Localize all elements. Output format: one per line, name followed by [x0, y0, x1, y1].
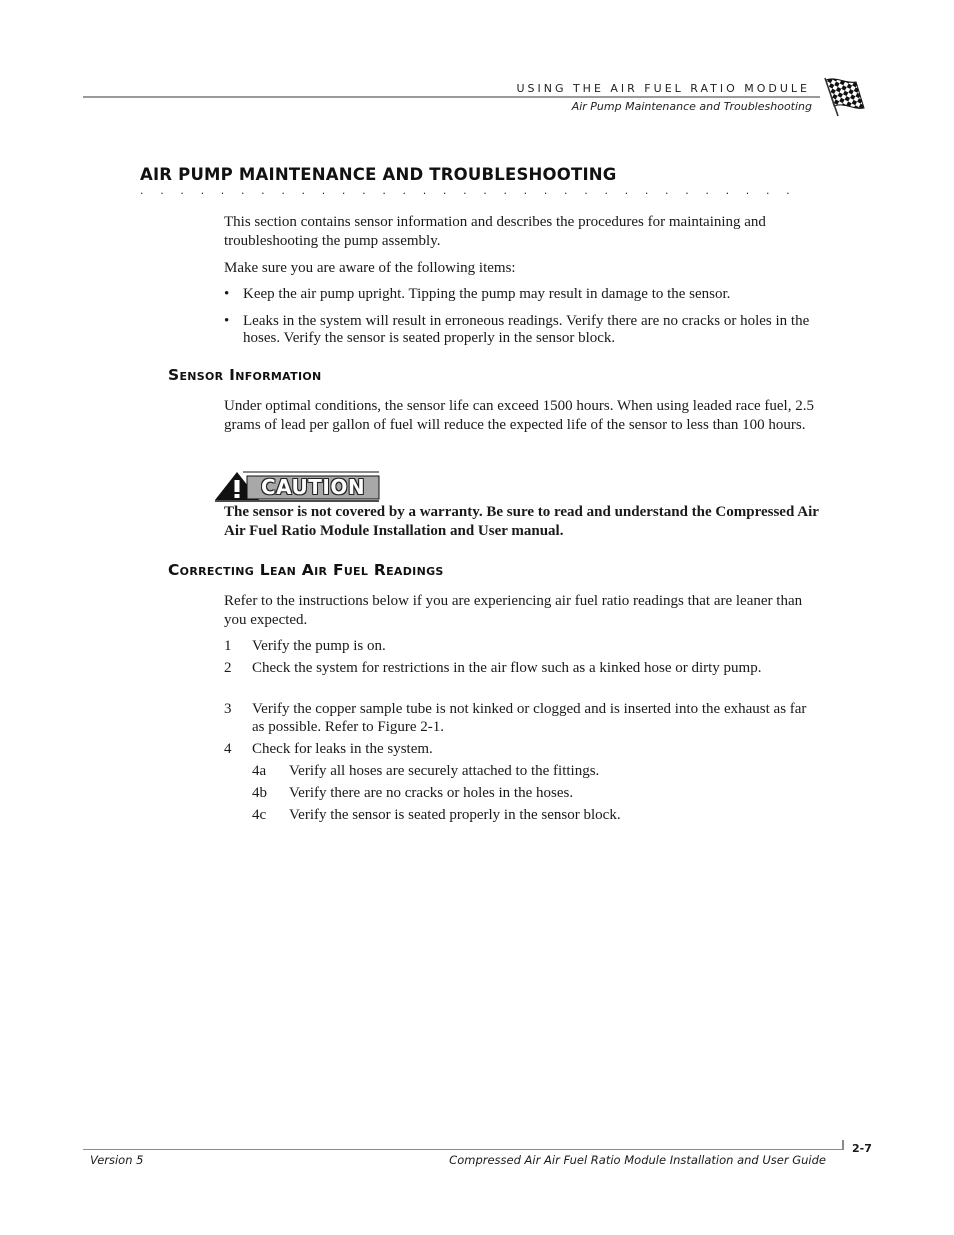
lean-heading: Correcting Lean Air Fuel Readings	[168, 561, 444, 579]
footer-rule	[83, 1149, 843, 1150]
header-rule	[83, 96, 820, 98]
bullet-text: Leaks in the system will result in erroneous readings. Verify there are no cracks or holes in the hoses. Verify the sensor is seated properly in the sensor block.	[243, 313, 810, 346]
step-text: Check the system for restrictions in the air flow such as a kinked hose or dirty pump.	[252, 660, 762, 676]
footer-doc-title: Compressed Air Air Fuel Ratio Module Installation and User Guide	[449, 1153, 826, 1167]
lean-paragraph: Refer to the instructions below if you are experiencing air fuel ratio readings that are leaner than you expected.	[224, 593, 803, 628]
intro-paragraph: This section contains sensor information and describes the procedures for maintaining and troubleshooting the pump assembly.	[224, 214, 766, 249]
bullet-item	[224, 286, 824, 306]
bullet-mark: •	[224, 286, 230, 302]
caution-text: The sensor is not covered by a warranty. Be sure to read and understand the Compressed Air Air Fuel Ratio Module Installation and User manual.	[224, 504, 819, 539]
footer-version: Version 5	[90, 1153, 144, 1167]
substep-number: 4a	[252, 763, 267, 779]
substep-number: 4b	[252, 785, 267, 801]
caution-banner	[213, 470, 381, 502]
step-text: Verify the pump is on.	[252, 638, 386, 654]
step-text: Check for leaks in the system.	[252, 741, 433, 757]
sensor-heading: Sensor Information	[168, 366, 322, 384]
bullet-item	[224, 313, 824, 353]
step-number: 4	[224, 741, 232, 757]
running-header-subtitle: Air Pump Maintenance and Troubleshooting	[571, 100, 812, 113]
step-number: 2	[224, 660, 232, 676]
substep-number: 4c	[252, 807, 267, 823]
sensor-paragraph: Under optimal conditions, the sensor life can exceed 1500 hours. When using leaded race fuel, 2.5 grams of lead per gallon of fuel will reduce the expected life of the sensor to less than 100 hours.	[224, 398, 814, 433]
steps-list	[224, 637, 824, 827]
step-number: 1	[224, 638, 232, 654]
bullet-text: Keep the air pump upright. Tipping the pump may result in damage to the sensor.	[243, 286, 731, 302]
aware-paragraph: Make sure you are aware of the following items:	[224, 260, 516, 276]
running-header-title: USING THE AIR FUEL RATIO MODULE	[516, 82, 810, 95]
checkered-flag-icon	[822, 74, 868, 118]
caution-label: CAUTION	[261, 475, 366, 499]
step-text: Verify the copper sample tube is not kinked or clogged and is inserted into the exhaust as far as possible. Refer to Figure 2-1.	[252, 701, 807, 735]
substep-text: Verify all hoses are securely attached to the fittings.	[289, 763, 600, 779]
dotted-rule: . . . . . . . . . . . . . . . . . . . . . . . . . . . . . . . . .	[140, 184, 797, 197]
section-heading: AIR PUMP MAINTENANCE AND TROUBLESHOOTING	[140, 165, 617, 184]
page-number: 2-7	[852, 1142, 872, 1155]
substep-text: Verify the sensor is seated properly in the sensor block.	[289, 807, 621, 823]
step-number: 3	[224, 701, 232, 717]
substep-text: Verify there are no cracks or holes in the hoses.	[289, 785, 574, 801]
bullet-mark: •	[224, 313, 230, 329]
